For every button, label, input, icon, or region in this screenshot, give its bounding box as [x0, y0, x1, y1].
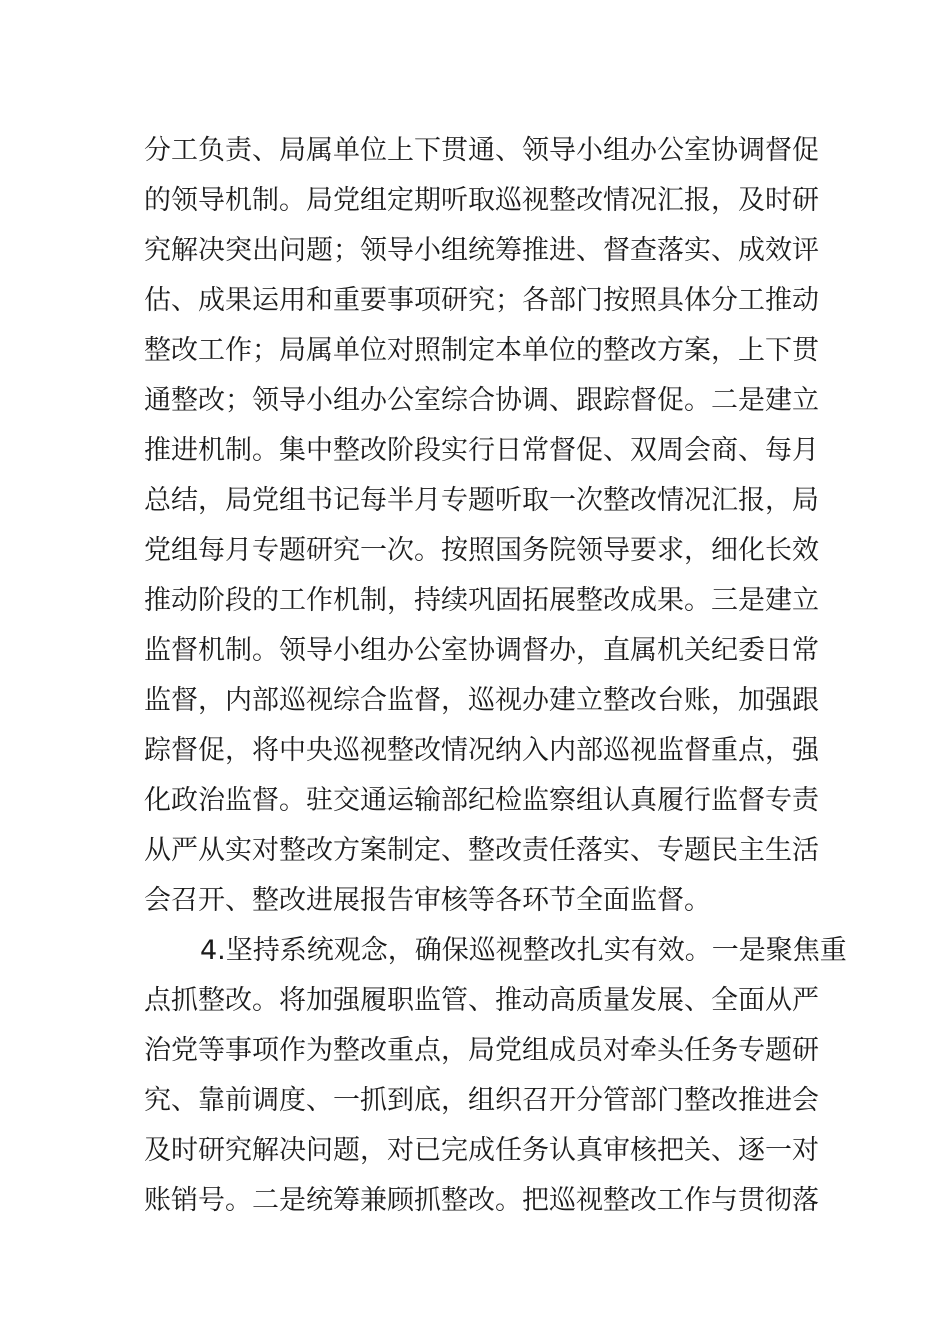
text-line-15: 从严从实对整改方案制定、整改责任落实、专题民主生活 [144, 835, 819, 866]
text-line-6: 通整改；领导小组办公室综合协调、跟踪督促。二是建立 [144, 385, 819, 416]
text-line-13: 踪督促，将中央巡视整改情况纳入内部巡视监督重点，强 [144, 735, 819, 766]
text-line-21: 及时研究解决问题，对已完成任务认真审核把关、逐一对 [144, 1135, 819, 1166]
text-line-5: 整改工作；局属单位对照制定本单位的整改方案，上下贯 [144, 335, 819, 366]
text-line-17: 4.坚持系统观念，确保巡视整改扎实有效。一是聚焦重 [200, 935, 847, 966]
text-line-22: 账销号。二是统筹兼顾抓整改。把巡视整改工作与贯彻落 [144, 1185, 819, 1216]
text-line-10: 推动阶段的工作机制，持续巩固拓展整改成果。三是建立 [144, 585, 819, 616]
text-line-7: 推进机制。集中整改阶段实行日常督促、双周会商、每月 [144, 435, 819, 466]
text-line-2: 的领导机制。局党组定期听取巡视整改情况汇报，及时研 [144, 185, 819, 216]
text-line-18: 点抓整改。将加强履职监管、推动高质量发展、全面从严 [144, 985, 819, 1016]
body-text [144, 126, 847, 1226]
text-line-9: 党组每月专题研究一次。按照国务院领导要求，细化长效 [144, 535, 819, 566]
text-line-19: 治党等事项作为整改重点，局党组成员对牵头任务专题研 [144, 1035, 819, 1066]
text-line-12: 监督，内部巡视综合监督，巡视办建立整改台账，加强跟 [144, 685, 819, 716]
text-line-16: 会召开、整改进展报告审核等各环节全面监督。 [144, 885, 711, 916]
text-line-4: 估、成果运用和重要事项研究；各部门按照具体分工推动 [144, 285, 819, 316]
text-line-3: 究解决突出问题；领导小组统筹推进、督查落实、成效评 [144, 235, 819, 266]
text-line-14: 化政治监督。驻交通运输部纪检监察组认真履行监督专责 [144, 785, 819, 816]
text-line-1: 分工负责、局属单位上下贯通、领导小组办公室协调督促 [144, 135, 819, 166]
text-line-20: 究、靠前调度、一抓到底，组织召开分管部门整改推进会 [144, 1085, 819, 1116]
text-line-11: 监督机制。领导小组办公室协调督办，直属机关纪委日常 [144, 635, 819, 666]
text-line-8: 总结，局党组书记每半月专题听取一次整改情况汇报，局 [144, 485, 819, 516]
